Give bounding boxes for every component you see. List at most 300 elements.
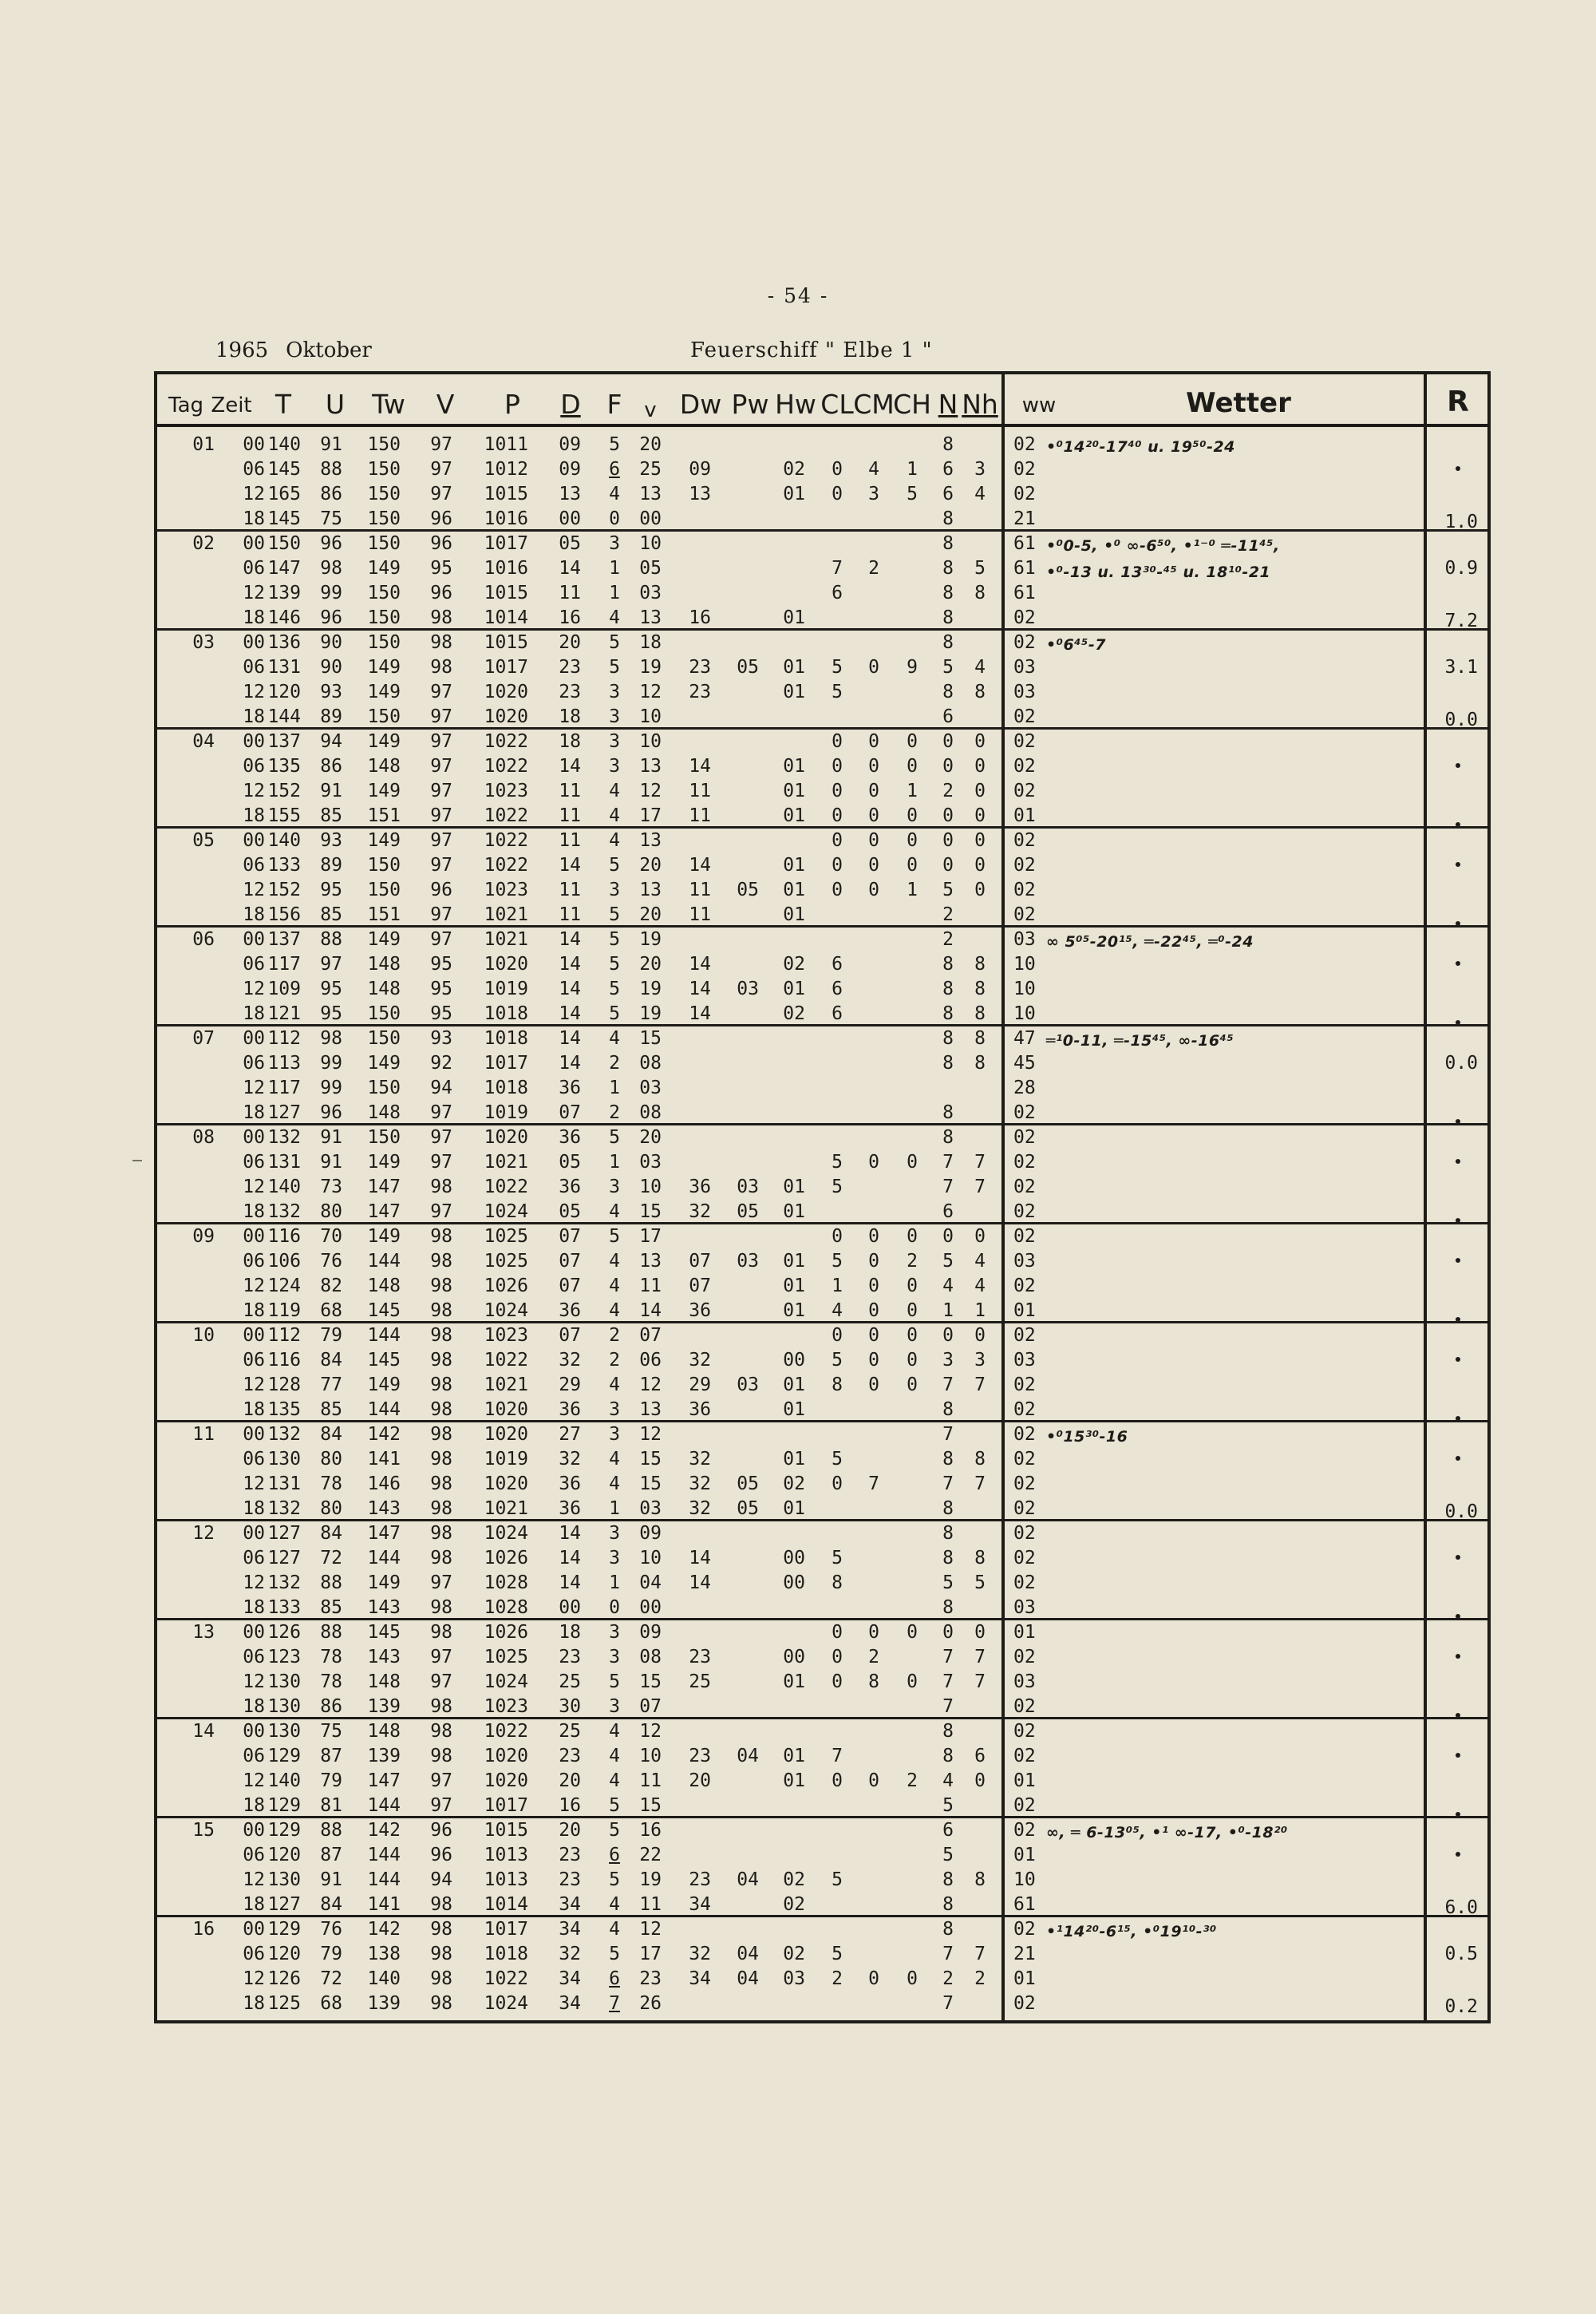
cell-u: 77 <box>320 1375 342 1395</box>
day-separator <box>157 727 1487 730</box>
day-separator <box>157 1618 1487 1620</box>
cell-tw: 150 <box>367 855 401 876</box>
cell-zeit: 00 <box>243 1523 265 1544</box>
col-t: T <box>275 389 292 420</box>
header-station: Feuerschiff " Elbe 1 " <box>690 338 933 362</box>
cell-n: 8 <box>942 682 954 702</box>
cell-ww: 02 <box>1013 1152 1036 1173</box>
cell-vis: 12 <box>639 1375 662 1395</box>
cell-p: 1028 <box>484 1597 528 1618</box>
cell-zeit: 00 <box>243 1325 265 1346</box>
rain-value: 0.9 <box>1444 558 1478 579</box>
cell-t: 132 <box>267 1201 301 1222</box>
cell-ch: 0 <box>907 1375 918 1395</box>
cell-d: 14 <box>559 1523 581 1544</box>
cell-zeit: 12 <box>243 1968 265 1989</box>
cell-n: 8 <box>942 533 954 554</box>
cell-ww: 10 <box>1013 1869 1036 1890</box>
day-separator <box>157 1915 1487 1917</box>
cell-ww: 03 <box>1013 682 1036 702</box>
cell-d: 20 <box>559 1770 581 1791</box>
cell-u: 96 <box>320 607 342 628</box>
cell-d: 36 <box>559 1078 581 1098</box>
cell-pw: 03 <box>737 1177 759 1197</box>
cell-f: 6 <box>609 1968 620 1989</box>
cell-nh: 0 <box>974 1622 986 1643</box>
cell-cl: 8 <box>832 1375 843 1395</box>
cell-d: 14 <box>559 1572 581 1593</box>
cell-zeit: 06 <box>243 1350 265 1371</box>
cell-v: 98 <box>430 1350 452 1371</box>
cell-dw: 11 <box>689 781 711 801</box>
cell-n: 7 <box>942 1152 954 1173</box>
cell-hw: 01 <box>783 1399 805 1420</box>
cell-p: 1018 <box>484 1944 528 1964</box>
wetter-note: •¹14²⁰-6¹⁵, •⁰19¹⁰-³⁰ <box>1046 1923 1217 1940</box>
cell-ch: 0 <box>907 1350 918 1371</box>
cell-v: 98 <box>430 1597 452 1618</box>
cell-cm: 0 <box>868 1251 879 1272</box>
cell-f: 3 <box>609 880 620 900</box>
cell-hw: 01 <box>783 880 805 900</box>
cell-cl: 5 <box>832 1251 843 1272</box>
cell-u: 78 <box>320 1647 342 1667</box>
cell-p: 1017 <box>484 1795 528 1816</box>
cell-n: 8 <box>942 1894 954 1915</box>
cell-f: 5 <box>609 1226 620 1247</box>
cell-dw: 32 <box>689 1201 711 1222</box>
cell-zeit: 06 <box>243 1053 265 1074</box>
cell-dw: 14 <box>689 855 711 876</box>
cell-vis: 26 <box>639 1993 662 2014</box>
cell-cl: 0 <box>832 855 843 876</box>
cell-zeit: 06 <box>243 756 265 777</box>
cell-p: 1019 <box>484 1449 528 1469</box>
cell-nh: 8 <box>974 1449 986 1469</box>
cell-v: 97 <box>430 830 452 851</box>
cell-d: 14 <box>559 1003 581 1024</box>
day-label: 01 <box>192 434 215 455</box>
cell-n: 8 <box>942 1523 954 1544</box>
rain-trace-dot <box>1456 1555 1460 1560</box>
cell-cm: 0 <box>868 1276 879 1296</box>
rain-trace-dot <box>1456 1357 1460 1362</box>
cell-v: 98 <box>430 1548 452 1568</box>
cell-cl: 0 <box>832 880 843 900</box>
cell-f: 5 <box>609 855 620 876</box>
cell-vis: 10 <box>639 731 662 752</box>
cell-nh: 7 <box>974 1944 986 1964</box>
cell-p: 1022 <box>484 830 528 851</box>
cell-p: 1021 <box>484 904 528 925</box>
cell-u: 89 <box>320 855 342 876</box>
cell-v: 98 <box>430 1399 452 1420</box>
cell-ch: 0 <box>907 1276 918 1296</box>
cell-ww: 02 <box>1013 632 1036 653</box>
cell-ww: 02 <box>1013 731 1036 752</box>
cell-p: 1020 <box>484 954 528 975</box>
cell-f: 1 <box>609 1152 620 1173</box>
day-label: 11 <box>192 1424 215 1445</box>
cell-n: 6 <box>942 1201 954 1222</box>
cell-cl: 0 <box>832 805 843 826</box>
cell-nh: 5 <box>974 558 986 579</box>
cell-vis: 10 <box>639 1746 662 1766</box>
cell-f: 5 <box>609 979 620 999</box>
cell-v: 97 <box>430 484 452 504</box>
cell-zeit: 12 <box>243 880 265 900</box>
cell-zeit: 00 <box>243 434 265 455</box>
cell-f: 4 <box>609 1449 620 1469</box>
cell-vis: 15 <box>639 1449 662 1469</box>
cell-cl: 5 <box>832 1152 843 1173</box>
cell-ch: 2 <box>907 1251 918 1272</box>
cell-d: 20 <box>559 632 581 653</box>
cell-u: 95 <box>320 1003 342 1024</box>
cell-cl: 0 <box>832 731 843 752</box>
cell-ch: 9 <box>907 657 918 678</box>
header-month: Oktober <box>286 338 372 362</box>
rain-trace-dot <box>1456 1852 1460 1857</box>
cell-v: 95 <box>430 954 452 975</box>
cell-p: 1024 <box>484 1300 528 1321</box>
wetter-note: •⁰0-5, •⁰ ∞-6⁵⁰, •¹⁻⁰ ═-11⁴⁵, <box>1046 537 1280 555</box>
cell-ch: 2 <box>907 1770 918 1791</box>
cell-v: 98 <box>430 1276 452 1296</box>
cell-v: 97 <box>430 805 452 826</box>
day-label: 09 <box>192 1226 215 1247</box>
cell-vis: 03 <box>639 583 662 603</box>
cell-v: 97 <box>430 855 452 876</box>
cell-n: 8 <box>942 1399 954 1420</box>
cell-v: 98 <box>430 1968 452 1989</box>
cell-n: 3 <box>942 1350 954 1371</box>
cell-u: 88 <box>320 459 342 480</box>
cell-d: 34 <box>559 1894 581 1915</box>
cell-zeit: 12 <box>243 1276 265 1296</box>
cell-ch: 5 <box>907 484 918 504</box>
cell-p: 1020 <box>484 1127 528 1148</box>
cell-ww: 02 <box>1013 1993 1036 2014</box>
cell-cm: 0 <box>868 657 879 678</box>
cell-v: 98 <box>430 1325 452 1346</box>
cell-dw: 11 <box>689 904 711 925</box>
cell-t: 130 <box>267 1449 301 1469</box>
cell-ww: 02 <box>1013 1498 1036 1519</box>
cell-tw: 151 <box>367 805 401 826</box>
cell-nh: 0 <box>974 855 986 876</box>
cell-f: 2 <box>609 1053 620 1074</box>
cell-f: 5 <box>609 1127 620 1148</box>
cell-hw: 01 <box>783 781 805 801</box>
cell-cl: 0 <box>832 1473 843 1494</box>
cell-f: 4 <box>609 1473 620 1494</box>
cell-hw: 01 <box>783 1177 805 1197</box>
cell-dw: 32 <box>689 1449 711 1469</box>
cell-vis: 12 <box>639 1424 662 1445</box>
cell-f: 6 <box>609 459 620 480</box>
cell-nh: 0 <box>974 781 986 801</box>
cell-f: 4 <box>609 1721 620 1742</box>
cell-cm: 7 <box>868 1473 879 1494</box>
cell-dw: 25 <box>689 1671 711 1692</box>
cell-nh: 4 <box>974 484 986 504</box>
cell-vis: 03 <box>639 1078 662 1098</box>
cell-t: 127 <box>267 1894 301 1915</box>
cell-zeit: 18 <box>243 1003 265 1024</box>
cell-n: 6 <box>942 1820 954 1841</box>
cell-v: 92 <box>430 1053 452 1074</box>
cell-f: 5 <box>609 434 620 455</box>
cell-p: 1018 <box>484 1078 528 1098</box>
cell-v: 97 <box>430 731 452 752</box>
cell-t: 144 <box>267 706 301 727</box>
cell-p: 1024 <box>484 1993 528 2014</box>
col-r: R <box>1447 386 1469 418</box>
cell-n: 7 <box>942 1375 954 1395</box>
cell-zeit: 06 <box>243 954 265 975</box>
cell-vis: 20 <box>639 904 662 925</box>
cell-dw: 34 <box>689 1968 711 1989</box>
cell-ww: 02 <box>1013 706 1036 727</box>
cell-dw: 23 <box>689 1746 711 1766</box>
cell-vis: 15 <box>639 1671 662 1692</box>
cell-vis: 13 <box>639 756 662 777</box>
cell-ww: 21 <box>1013 508 1036 529</box>
cell-u: 87 <box>320 1845 342 1865</box>
cell-f: 2 <box>609 1102 620 1123</box>
cell-v: 98 <box>430 657 452 678</box>
cell-zeit: 18 <box>243 508 265 529</box>
cell-t: 113 <box>267 1053 301 1074</box>
cell-f: 5 <box>609 904 620 925</box>
cell-nh: 2 <box>974 1968 986 1989</box>
cell-cl: 6 <box>832 954 843 975</box>
cell-zeit: 12 <box>243 1770 265 1791</box>
cell-n: 8 <box>942 1449 954 1469</box>
cell-dw: 16 <box>689 607 711 628</box>
cell-tw: 150 <box>367 583 401 603</box>
cell-f: 4 <box>609 1300 620 1321</box>
cell-v: 98 <box>430 632 452 653</box>
cell-u: 95 <box>320 880 342 900</box>
col-zeit: Zeit <box>211 394 252 417</box>
cell-zeit: 06 <box>243 1746 265 1766</box>
cell-vis: 15 <box>639 1028 662 1049</box>
cell-hw: 01 <box>783 1449 805 1469</box>
cell-cm: 4 <box>868 459 879 480</box>
cell-v: 97 <box>430 1671 452 1692</box>
cell-vis: 19 <box>639 929 662 950</box>
cell-hw: 01 <box>783 904 805 925</box>
cell-vis: 08 <box>639 1102 662 1123</box>
cell-hw: 01 <box>783 1300 805 1321</box>
cell-t: 112 <box>267 1325 301 1346</box>
cell-v: 98 <box>430 1696 452 1717</box>
cell-vis: 09 <box>639 1523 662 1544</box>
cell-u: 86 <box>320 484 342 504</box>
cell-t: 129 <box>267 1820 301 1841</box>
cell-f: 4 <box>609 1201 620 1222</box>
cell-d: 16 <box>559 607 581 628</box>
cell-tw: 141 <box>367 1894 401 1915</box>
cell-f: 3 <box>609 1548 620 1568</box>
day-label: 02 <box>192 533 215 554</box>
cell-vis: 20 <box>639 855 662 876</box>
rain-trace-dot <box>1456 1456 1460 1461</box>
cell-n: 7 <box>942 1944 954 1964</box>
cell-t: 156 <box>267 904 301 925</box>
cell-pw: 04 <box>737 1968 759 1989</box>
cell-d: 36 <box>559 1177 581 1197</box>
cell-ww: 03 <box>1013 1251 1036 1272</box>
cell-zeit: 06 <box>243 1251 265 1272</box>
cell-zeit: 00 <box>243 1622 265 1643</box>
cell-pw: 04 <box>737 1746 759 1766</box>
cell-d: 34 <box>559 1919 581 1940</box>
cell-f: 3 <box>609 682 620 702</box>
cell-tw: 142 <box>367 1820 401 1841</box>
cell-nh: 4 <box>974 1251 986 1272</box>
cell-n: 7 <box>942 1671 954 1692</box>
rain-trace-dot <box>1456 763 1460 768</box>
cell-p: 1023 <box>484 1325 528 1346</box>
cell-f: 4 <box>609 805 620 826</box>
cell-zeit: 00 <box>243 830 265 851</box>
rain-trace-dot <box>1456 961 1460 966</box>
cell-hw: 02 <box>783 1894 805 1915</box>
cell-tw: 150 <box>367 880 401 900</box>
cell-v: 96 <box>430 1820 452 1841</box>
cell-vis: 12 <box>639 781 662 801</box>
cell-dw: 14 <box>689 1572 711 1593</box>
cell-zeit: 00 <box>243 1721 265 1742</box>
cell-f: 5 <box>609 1869 620 1890</box>
cell-v: 97 <box>430 682 452 702</box>
day-separator <box>157 826 1487 829</box>
cell-d: 14 <box>559 756 581 777</box>
cell-ch: 0 <box>907 756 918 777</box>
cell-f: 1 <box>609 558 620 579</box>
cell-v: 97 <box>430 781 452 801</box>
cell-cl: 5 <box>832 1350 843 1371</box>
cell-vis: 06 <box>639 1350 662 1371</box>
cell-u: 72 <box>320 1548 342 1568</box>
cell-zeit: 18 <box>243 1894 265 1915</box>
cell-t: 120 <box>267 1845 301 1865</box>
cell-tw: 148 <box>367 1102 401 1123</box>
cell-ww: 02 <box>1013 1820 1036 1841</box>
cell-tw: 150 <box>367 1028 401 1049</box>
cell-vis: 18 <box>639 632 662 653</box>
cell-tw: 149 <box>367 1375 401 1395</box>
cell-p: 1013 <box>484 1845 528 1865</box>
cell-u: 96 <box>320 1102 342 1123</box>
cell-t: 130 <box>267 1869 301 1890</box>
cell-n: 5 <box>942 657 954 678</box>
cell-n: 8 <box>942 1127 954 1148</box>
cell-hw: 03 <box>783 1968 805 1989</box>
cell-p: 1021 <box>484 1375 528 1395</box>
cell-ww: 01 <box>1013 1968 1036 1989</box>
cell-v: 96 <box>430 1845 452 1865</box>
cell-nh: 4 <box>974 657 986 678</box>
cell-v: 97 <box>430 1795 452 1816</box>
cell-t: 119 <box>267 1300 301 1321</box>
cell-nh: 6 <box>974 1746 986 1766</box>
day-separator <box>157 1519 1487 1521</box>
day-label: 04 <box>192 731 215 752</box>
cell-n: 8 <box>942 1053 954 1074</box>
day-separator <box>157 1816 1487 1818</box>
cell-hw: 01 <box>783 1770 805 1791</box>
cell-nh: 1 <box>974 1300 986 1321</box>
cell-p: 1017 <box>484 1919 528 1940</box>
cell-zeit: 06 <box>243 1449 265 1469</box>
cell-cl: 0 <box>832 781 843 801</box>
cell-cl: 0 <box>832 756 843 777</box>
cell-p: 1022 <box>484 855 528 876</box>
rain-value: 6.0 <box>1444 1897 1478 1918</box>
cell-dw: 09 <box>689 459 711 480</box>
cell-d: 25 <box>559 1721 581 1742</box>
cell-v: 97 <box>430 459 452 480</box>
cell-v: 97 <box>430 1201 452 1222</box>
cell-f: 4 <box>609 1746 620 1766</box>
cell-cl: 2 <box>832 1968 843 1989</box>
observation-table <box>154 371 1491 2023</box>
cell-zeit: 06 <box>243 657 265 678</box>
cell-tw: 139 <box>367 1746 401 1766</box>
cell-f: 4 <box>609 484 620 504</box>
cell-d: 20 <box>559 1820 581 1841</box>
cell-u: 98 <box>320 558 342 579</box>
cell-tw: 144 <box>367 1795 401 1816</box>
cell-d: 11 <box>559 781 581 801</box>
cell-ch: 0 <box>907 1300 918 1321</box>
col-wetter: Wetter <box>1186 387 1291 419</box>
cell-v: 98 <box>430 1498 452 1519</box>
cell-t: 131 <box>267 1473 301 1494</box>
cell-n: 0 <box>942 731 954 752</box>
cell-t: 132 <box>267 1127 301 1148</box>
cell-tw: 149 <box>367 1053 401 1074</box>
cell-f: 4 <box>609 1375 620 1395</box>
cell-nh: 0 <box>974 1770 986 1791</box>
day-separator <box>157 628 1487 631</box>
day-label: 12 <box>192 1523 215 1544</box>
cell-v: 98 <box>430 1523 452 1544</box>
cell-p: 1022 <box>484 1721 528 1742</box>
cell-f: 3 <box>609 731 620 752</box>
cell-n: 0 <box>942 1622 954 1643</box>
cell-ww: 02 <box>1013 880 1036 900</box>
cell-f: 3 <box>609 533 620 554</box>
cell-zeit: 00 <box>243 1919 265 1940</box>
cell-nh: 3 <box>974 1350 986 1371</box>
cell-d: 23 <box>559 1647 581 1667</box>
cell-n: 2 <box>942 1968 954 1989</box>
cell-p: 1023 <box>484 880 528 900</box>
cell-d: 25 <box>559 1671 581 1692</box>
cell-p: 1020 <box>484 1746 528 1766</box>
cell-vis: 20 <box>639 954 662 975</box>
cell-tw: 144 <box>367 1251 401 1272</box>
cell-cm: 2 <box>868 558 879 579</box>
cell-d: 36 <box>559 1127 581 1148</box>
cell-tw: 147 <box>367 1201 401 1222</box>
cell-u: 82 <box>320 1276 342 1296</box>
